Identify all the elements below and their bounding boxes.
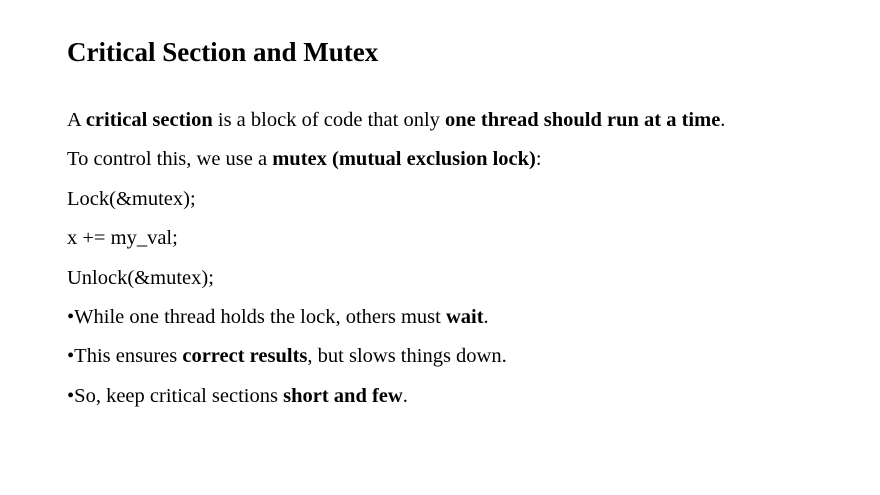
text-run: •This ensures [67,345,183,368]
text-run: : [535,148,542,171]
text-run: •While one thread holds the lock, others must [67,306,446,329]
emphasis-one-thread: one thread should run at a time [445,109,721,131]
emphasis-critical-section: critical section [85,109,213,131]
code-line-increment [67,219,857,258]
text-run: is a block of code that only [212,109,446,131]
bullet-wait [67,298,857,337]
text-run: , but slows things down. [307,345,507,368]
emphasis-short-and-few: short and few [283,384,403,407]
bullet-correct-results [67,337,857,376]
emphasis-mutex: mutex (mutual exclusion lock) [272,148,536,171]
text-run: A [67,109,86,131]
emphasis-correct-results: correct results [182,345,308,368]
text-run: •So, keep critical sections [67,384,284,407]
slide-title: Critical Section and Mutex [67,37,379,67]
slide-body [67,101,857,416]
bullet-short-and-few [67,377,857,416]
body-line-mutex-intro [67,140,857,179]
text-run: Lock(&mutex); [67,187,196,210]
body-line-intro [67,101,857,140]
text-run: To control this, we use a [67,148,273,171]
text-run: . [402,384,408,407]
code-line-unlock [67,259,857,298]
emphasis-wait: wait [445,306,484,329]
text-run: . [720,109,726,131]
text-run: . [483,306,489,329]
text-run: Unlock(&mutex); [67,266,214,289]
code-line-lock [67,180,857,219]
text-run: x += my_val; [67,227,178,250]
